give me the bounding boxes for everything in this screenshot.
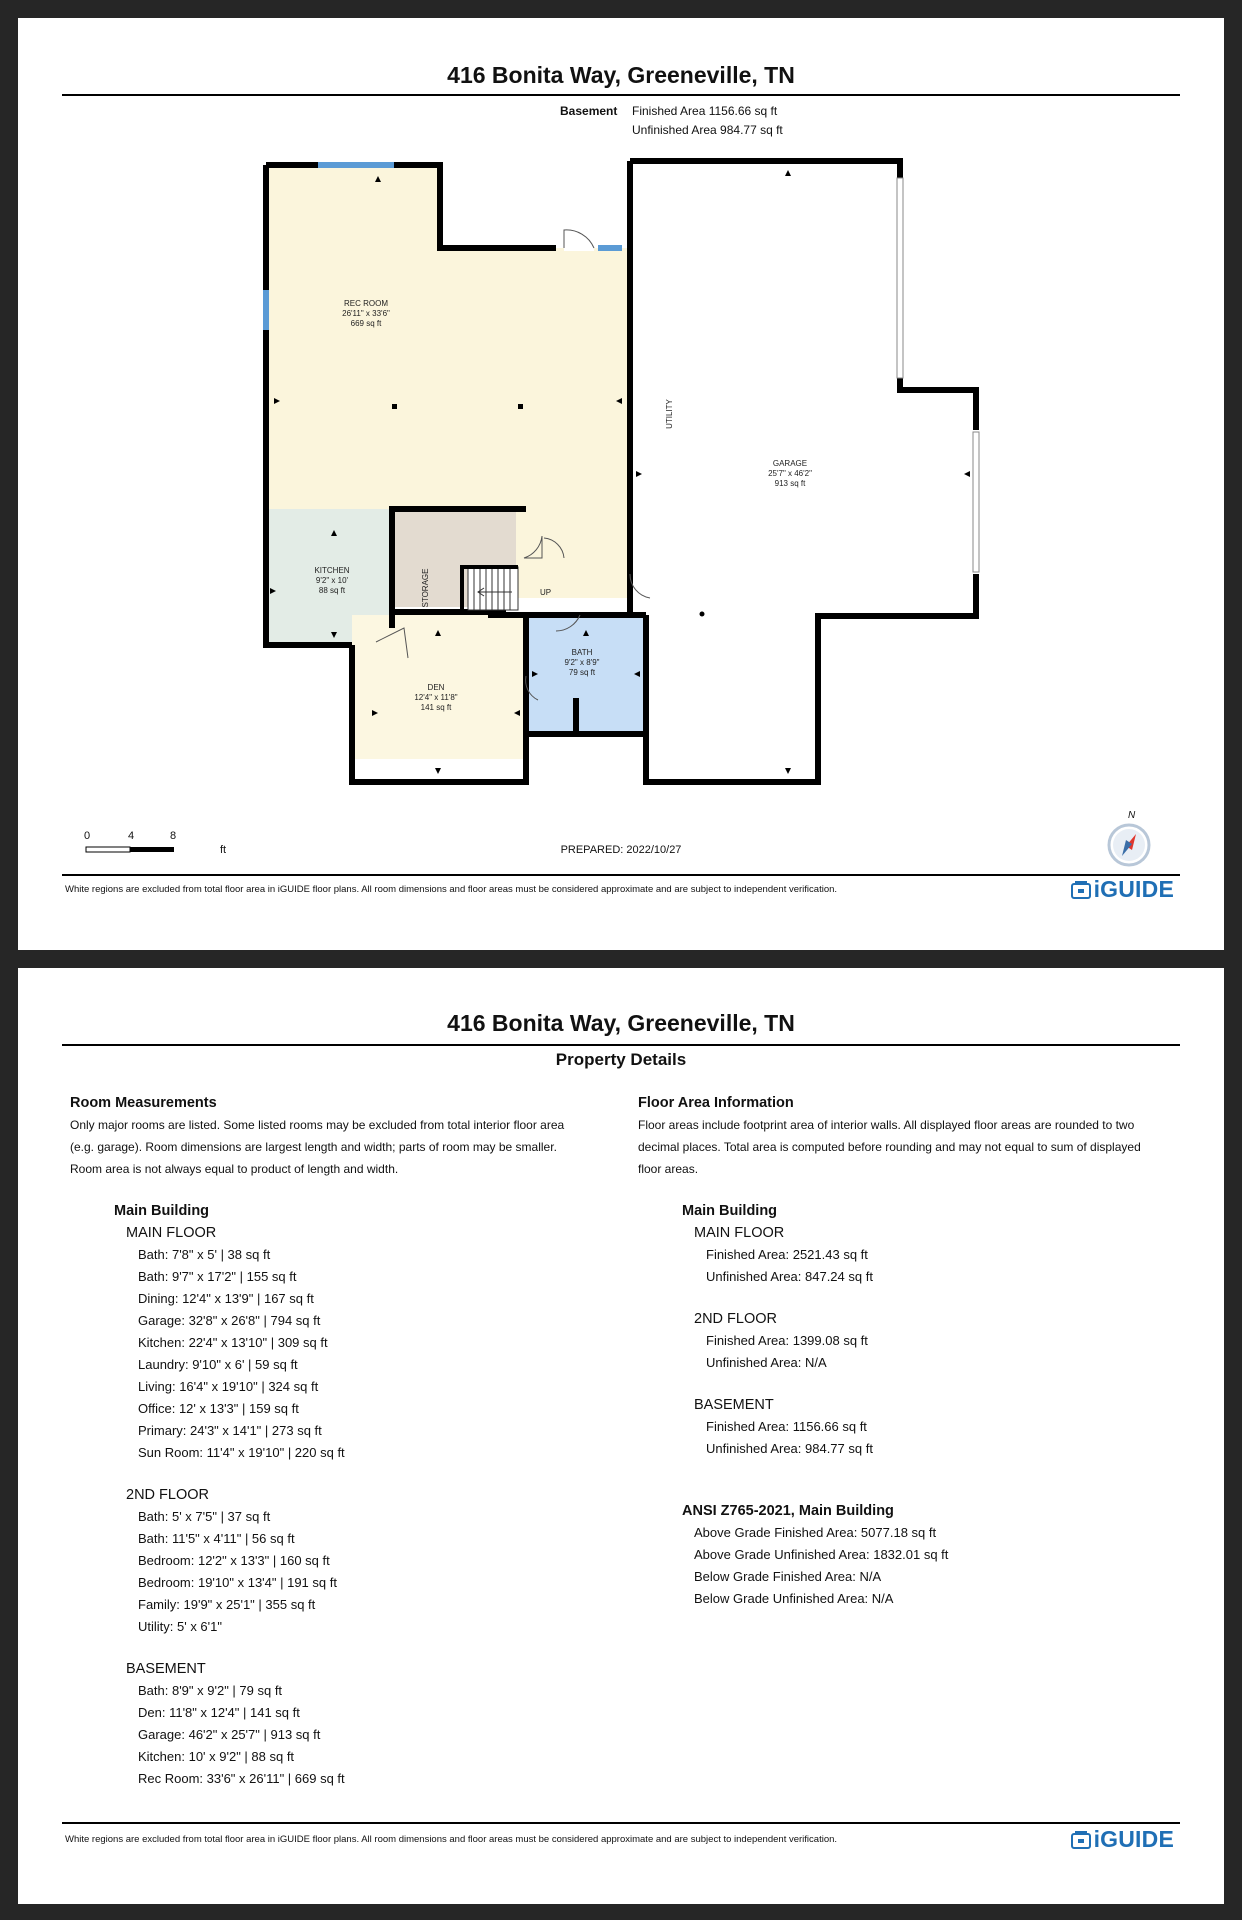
building-title: Main Building [682,1203,778,1219]
room-item: Bedroom: 19'10" x 13'4" | 191 sq ft [138,1575,337,1590]
room-item: Bath: 8'9" x 9'2" | 79 sq ft [138,1683,283,1698]
room-measurements-intro-line: Room area is not always equal to product of length and width. [70,1162,399,1176]
building-title: Main Building [114,1203,210,1219]
footer-divider [62,1822,1180,1824]
floor-title-main: MAIN FLOOR [126,1225,217,1241]
finished-area-item: Finished Area: 2521.43 sq ft [706,1247,868,1262]
den-area: 141 sq ft [420,703,452,712]
kitchen-area: 88 sq ft [318,586,346,595]
utility-name: UTILITY [665,399,674,429]
storage-name: STORAGE [421,568,430,608]
iguide-logo-text: iGUIDE [1093,876,1174,902]
room-item: Bedroom: 12'2" x 13'3" | 160 sq ft [138,1553,330,1568]
rec-room-name: REC ROOM [344,299,388,308]
room-item: Laundry: 9'10" x 6' | 59 sq ft [138,1357,298,1372]
unfinished-area: Unfinished Area 984.77 sq ft [632,123,783,137]
room-item: Kitchen: 22'4" x 13'10" | 309 sq ft [138,1335,328,1350]
compass-icon [1106,822,1152,868]
ansi-item: Below Grade Unfinished Area: N/A [694,1591,894,1606]
scale-tick-0: 0 [84,830,91,842]
room-item: Sun Room: 11'4" x 19'10" | 220 sq ft [138,1445,345,1460]
page-subtitle: Property Details [555,1050,687,1069]
room-measurements-heading: Room Measurements [70,1095,217,1111]
title-divider [62,1044,1180,1046]
room-item: Office: 12' x 13'3" | 159 sq ft [138,1401,299,1416]
page-title: 416 Bonita Way, Greeneville, TN [447,62,795,88]
compass-north-label: N [1128,810,1136,821]
rec-room-dims: 26'11" x 33'6" [342,309,390,318]
floor-area-intro-line: Floor areas include footprint area of interior walls. All displayed floor areas are rounded to two [638,1118,1135,1132]
den-name: DEN [427,683,445,692]
kitchen-dims: 9'2" x 10' [315,576,349,585]
room-measurements-intro-line: Only major rooms are listed. Some listed rooms may be excluded from total interior floor area [70,1118,565,1132]
scale-tick-8: 8 [170,830,177,842]
room-item: Bath: 11'5" x 4'11" | 56 sq ft [138,1531,295,1546]
page-title: 416 Bonita Way, Greeneville, TN [447,1010,795,1036]
iguide-logo [1071,876,1174,903]
kitchen-name: KITCHEN [314,566,350,575]
unfinished-area-item: Unfinished Area: 984.77 sq ft [706,1441,873,1456]
room-item: Dining: 12'4" x 13'9" | 167 sq ft [138,1291,314,1306]
room-item: Family: 19'9" x 25'1" | 355 sq ft [138,1597,316,1612]
floor-title-main: MAIN FLOOR [694,1225,785,1241]
scale-unit: ft [220,844,227,856]
room-item: Kitchen: 10' x 9'2" | 88 sq ft [138,1749,295,1764]
room-item: Bath: 5' x 7'5" | 37 sq ft [138,1509,271,1524]
room-item: Rec Room: 33'6" x 26'11" | 669 sq ft [138,1771,345,1786]
ansi-item: Above Grade Finished Area: 5077.18 sq ft [694,1525,937,1540]
ansi-item: Above Grade Unfinished Area: 1832.01 sq ft [694,1547,949,1562]
room-item: Garage: 32'8" x 26'8" | 794 sq ft [138,1313,321,1328]
garage-name: GARAGE [772,459,808,468]
property-details-page [18,968,1224,1904]
room-item: Living: 16'4" x 19'10" | 324 sq ft [138,1379,319,1394]
iguide-logo-text: iGUIDE [1093,1826,1174,1852]
floor-area-heading: Floor Area Information [638,1095,794,1111]
room-item: Garage: 46'2" x 25'7" | 913 sq ft [138,1727,321,1742]
floor-plan-page [18,18,1224,950]
disclaimer: White regions are excluded from total floor area in iGUIDE floor plans. All room dimensions and floor areas must be considered approximate and are subject to independent verification. [65,884,838,895]
floor-area-section [638,1092,1198,1610]
floor-area-intro-line: decimal places. Total area is computed before rounding and may not equal to sum of displayed [638,1140,1141,1154]
bath-dims: 9'2" x 8'9" [564,658,600,667]
ansi-item: Below Grade Finished Area: N/A [694,1569,882,1584]
rec-room-area: 669 sq ft [350,319,382,328]
room-item: Utility: 5' x 6'1" [138,1619,222,1634]
bath-area: 79 sq ft [568,668,596,677]
finished-area-item: Finished Area: 1156.66 sq ft [706,1419,867,1434]
iguide-logo-icon [1071,1831,1091,1849]
ansi-title: ANSI Z765-2021, Main Building [682,1503,894,1519]
den-dims: 12'4" x 11'8" [414,693,458,702]
floor-title-second: 2ND FLOOR [126,1487,209,1503]
floor-title-second: 2ND FLOOR [694,1311,777,1327]
room-item: Den: 11'8" x 12'4" | 141 sq ft [138,1705,300,1720]
iguide-logo-icon [1071,881,1091,899]
bath-name: BATH [571,648,593,657]
unfinished-area-item: Unfinished Area: N/A [706,1355,827,1370]
basement-floor-plan [18,18,1224,818]
stairs-up-label: UP [540,588,552,597]
room-item: Primary: 24'3" x 14'1" | 273 sq ft [138,1423,322,1438]
floor-area-intro-line: floor areas. [638,1162,699,1176]
stairs [468,567,518,610]
floor-title-basement: BASEMENT [694,1397,774,1413]
scale-tick-4: 4 [128,830,135,842]
floor-label: Basement [560,104,618,118]
footer-divider [62,874,1180,876]
compass [1106,810,1154,868]
iguide-logo [1071,1826,1174,1853]
unfinished-area-item: Unfinished Area: 847.24 sq ft [706,1269,873,1284]
disclaimer: White regions are excluded from total floor area in iGUIDE floor plans. All room dimensions and floor areas must be considered approximate and are subject to independent verification. [65,1834,838,1845]
garage-area: 913 sq ft [774,479,806,488]
floor-title-basement: BASEMENT [126,1661,206,1677]
room-item: Bath: 9'7" x 17'2" | 155 sq ft [138,1269,297,1284]
room-item: Bath: 7'8" x 5' | 38 sq ft [138,1247,271,1262]
room-measurements-section [70,1092,630,1790]
prepared-date: PREPARED: 2022/10/27 [560,844,682,856]
finished-area-item: Finished Area: 1399.08 sq ft [706,1333,868,1348]
garage-dims: 25'7" x 46'2" [768,469,812,478]
room-measurements-intro-line: (e.g. garage). Room dimensions are largest length and width; parts of room may be smaller. [70,1140,557,1154]
finished-area: Finished Area 1156.66 sq ft [632,104,778,118]
